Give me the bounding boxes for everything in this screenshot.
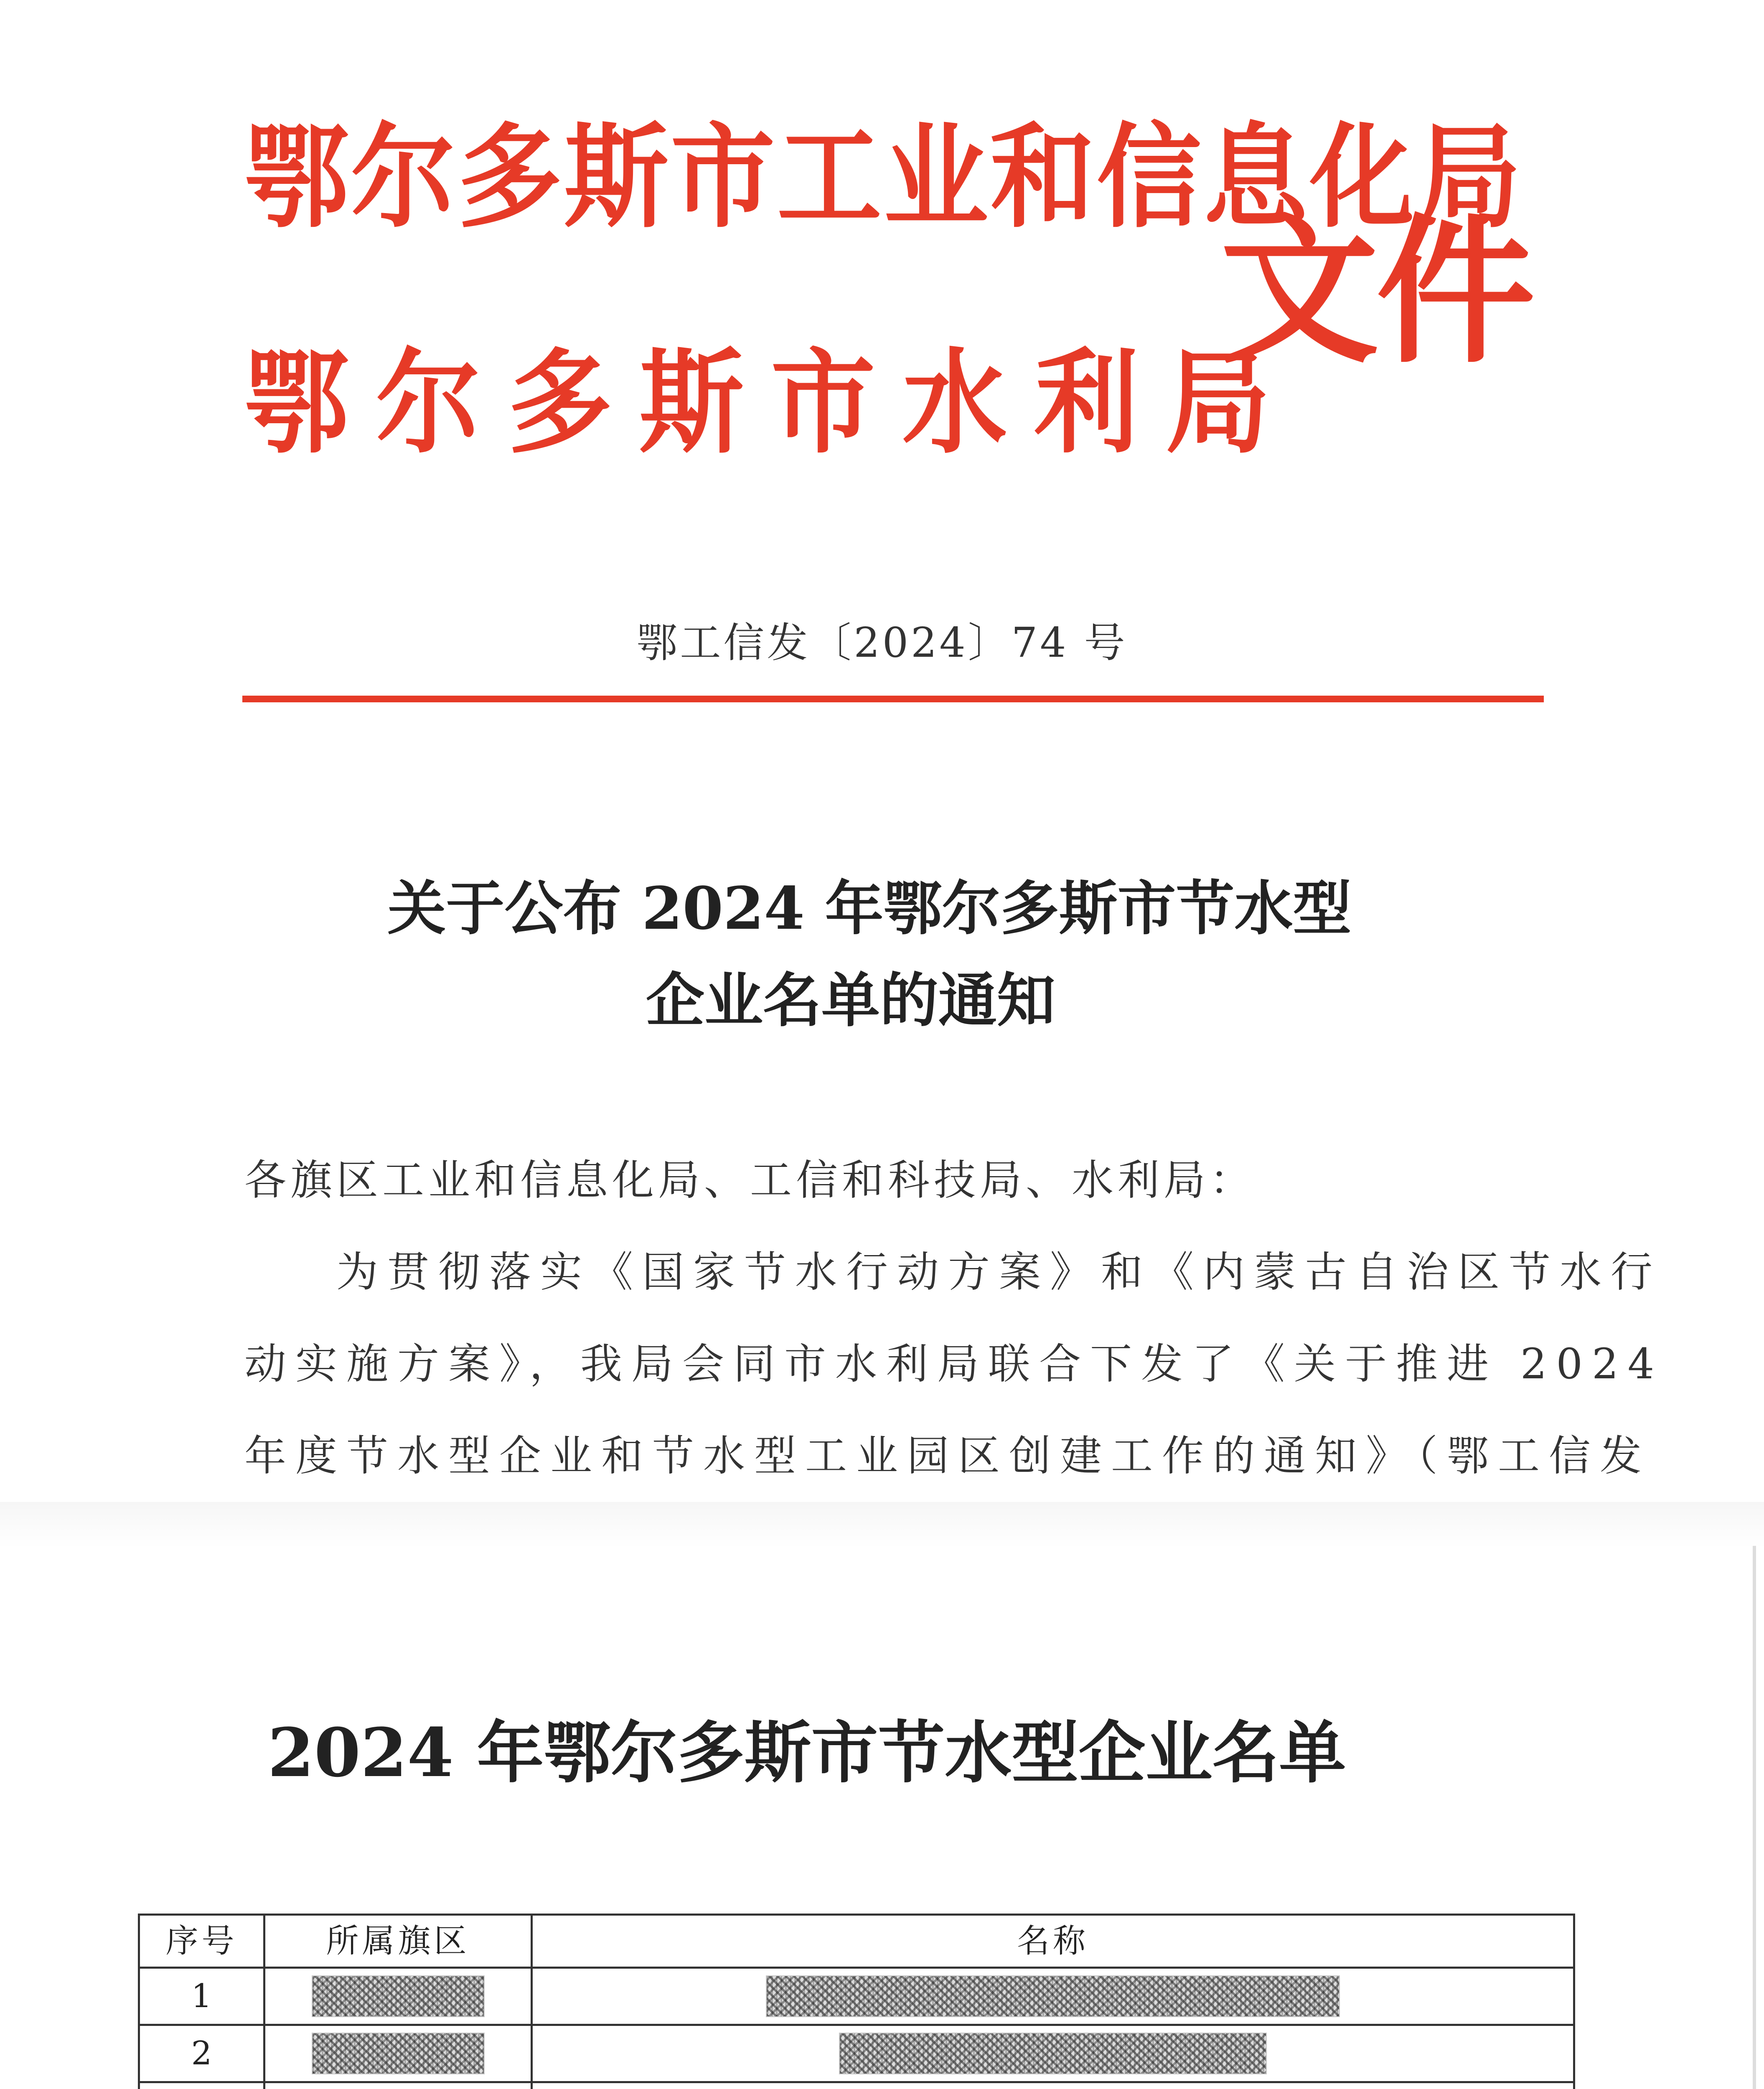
- table-row: [139, 1968, 1574, 2025]
- table-header-row: [139, 1915, 1574, 1968]
- company-list-table: [138, 1914, 1575, 2089]
- red-divider-line: [242, 696, 1544, 702]
- document-type-label: 文件: [1220, 200, 1533, 385]
- document-number: 鄂工信发〔2024〕74 号: [636, 619, 1128, 667]
- notice-body-line: 为贯彻落实《国家节水行动方案》和《内蒙古自治区节水行: [336, 1248, 1662, 1296]
- redaction-mask: [766, 1975, 1340, 2017]
- row-seq: 1: [139, 1968, 264, 2025]
- notice-body-line: 动实施方案》，我局会同市水利局联合下发了《关于推进 2024: [244, 1339, 1664, 1388]
- notice-title-line-2: 企业名单的通知: [646, 966, 1055, 1035]
- issuer-line-2: 鄂尔多斯市水利局: [244, 337, 1297, 469]
- column-header-seq: 序号: [139, 1915, 264, 1968]
- issuer-line-1: 鄂尔多斯市工业和信息化局: [244, 112, 1523, 243]
- notice-addressee: 各旗区工业和信息化局、工信和科技局、水利局：: [244, 1156, 1256, 1205]
- column-header-district: 所属旗区: [264, 1915, 532, 1968]
- row-seq: [139, 2082, 264, 2089]
- table-row: [139, 2025, 1574, 2082]
- redacted-name: [532, 1968, 1574, 2025]
- page-edge: [1753, 1546, 1756, 2089]
- notice-title-line-1: 关于公布 2024 年鄂尔多斯市节水型: [387, 874, 1352, 943]
- redacted-district: [264, 2082, 532, 2089]
- page-separator: [0, 1502, 1764, 1548]
- list-title: 2024 年鄂尔多斯市节水型企业名单: [267, 1713, 1346, 1792]
- redaction-mask: [312, 2033, 485, 2074]
- notice-body-line: 年度节水型企业和节水型工业园区创建工作的通知》（鄂工信发: [244, 1431, 1651, 1480]
- redaction-mask: [312, 1975, 485, 2017]
- redacted-name: [532, 2025, 1574, 2082]
- row-seq: 2: [139, 2025, 264, 2082]
- table-row: [139, 2082, 1574, 2089]
- column-header-name: 名称: [532, 1915, 1574, 1968]
- redaction-mask: [839, 2033, 1267, 2074]
- redacted-district: [264, 2025, 532, 2082]
- redacted-name: [532, 2082, 1574, 2089]
- redacted-district: [264, 1968, 532, 2025]
